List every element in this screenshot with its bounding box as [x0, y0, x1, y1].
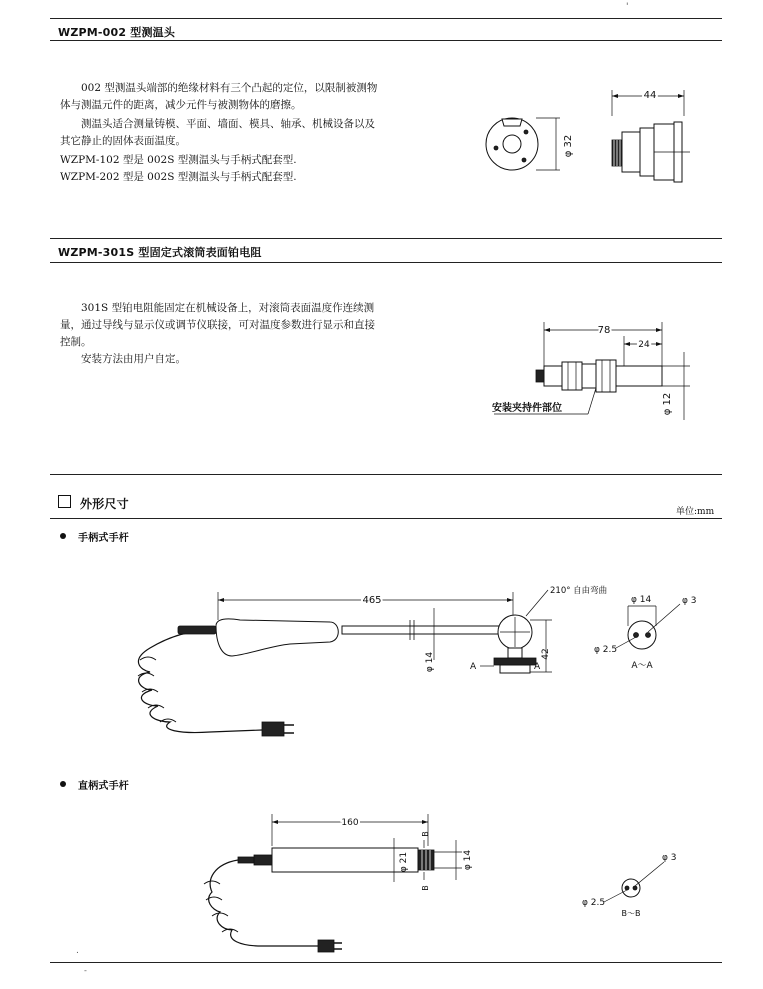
bottom-rule [50, 962, 722, 963]
roller-callout-label: 安装夹持件部位 [492, 403, 562, 414]
straight-cable-sleeve [238, 857, 254, 863]
footer-mark-2: - [84, 966, 87, 975]
section2-para-1: 301S 型铂电阻能固定在机械设备上，对滚筒表面温度作连续测量，通过导线与显示仪或调节仪联接，可对温度参数进行显示和直接控制。 [60, 302, 375, 348]
section-aa-outer-label: φ 14 [631, 595, 652, 605]
section-bb-pitch-label: φ 2.5 [582, 898, 606, 908]
section1-para-1: 002 型测温头端部的绝缘材料有三个凸起的定位，以限制被测物体与测温元件的距离，减少元件与被测物体的磨擦。 [60, 82, 378, 111]
handle-length-label: 465 [362, 595, 382, 606]
section-mark-a-left: A [470, 662, 477, 672]
roller-tip-length-label: 24 [638, 340, 650, 350]
section-bb-pin-2 [633, 886, 637, 890]
section-bb-pin-1 [625, 886, 629, 890]
footer-mark-1: . [76, 946, 79, 956]
section-bb-pin-label: φ 3 [662, 853, 677, 863]
section-aa-pin-label: φ 3 [682, 596, 697, 606]
handle-height-label: 42 [541, 648, 551, 660]
straight-body [272, 848, 418, 872]
straight-tip-diameter-label: φ 14 [463, 849, 473, 871]
section2-title: WZPM-301S 型固定式滚筒表面铂电阻 [58, 246, 262, 259]
sub2-title: 直柄式手杆 [78, 781, 129, 792]
straight-coiled-cable [209, 860, 318, 946]
straight-plug [318, 940, 334, 952]
roller-diameter-label: φ 12 [662, 392, 673, 416]
section-bb-label: B～B [621, 909, 641, 918]
section2-para-2: 安装方法由用户自定。 [81, 353, 186, 365]
section-mark-b-bottom: B [421, 885, 430, 891]
straight-length-label: 160 [341, 818, 359, 828]
roller-total-length-label: 78 [597, 325, 611, 336]
sub1-title: 手柄式手杆 [78, 533, 129, 544]
handle-bend-label: 210° 自由弯曲 [550, 586, 608, 596]
straight-body-diameter-label: φ 21 [399, 851, 409, 873]
unit-label: 单位:mm [676, 507, 715, 517]
probe-head-diameter-label: φ 32 [563, 134, 574, 158]
section-aa-label: A～A [631, 661, 653, 671]
probe-head-length-label: 44 [643, 90, 657, 101]
corner-mark: ' [626, 2, 629, 12]
section1-line-1: WZPM-102 型是 002S 型测温头与手柄式配套型. [60, 154, 297, 166]
section-mark-b-top: B [421, 831, 430, 837]
section3-title: 外形尺寸 [80, 497, 129, 511]
section-mark-a-right: A [534, 662, 541, 672]
straight-strain-relief [254, 855, 272, 865]
section1-para-2: 测温头适合测量铸模、平面、墙面、模具、轴承、机械设备以及其它静止的固体表面温度。 [60, 118, 375, 147]
section1-line-2: WZPM-202 型是 002S 型测温头与手柄式配套型. [60, 171, 297, 183]
handle-shaft-diameter-label: φ 14 [425, 651, 435, 673]
section-aa-pitch-label: φ 2.5 [594, 645, 618, 655]
section1-title: WZPM-002 型测温头 [58, 26, 176, 39]
